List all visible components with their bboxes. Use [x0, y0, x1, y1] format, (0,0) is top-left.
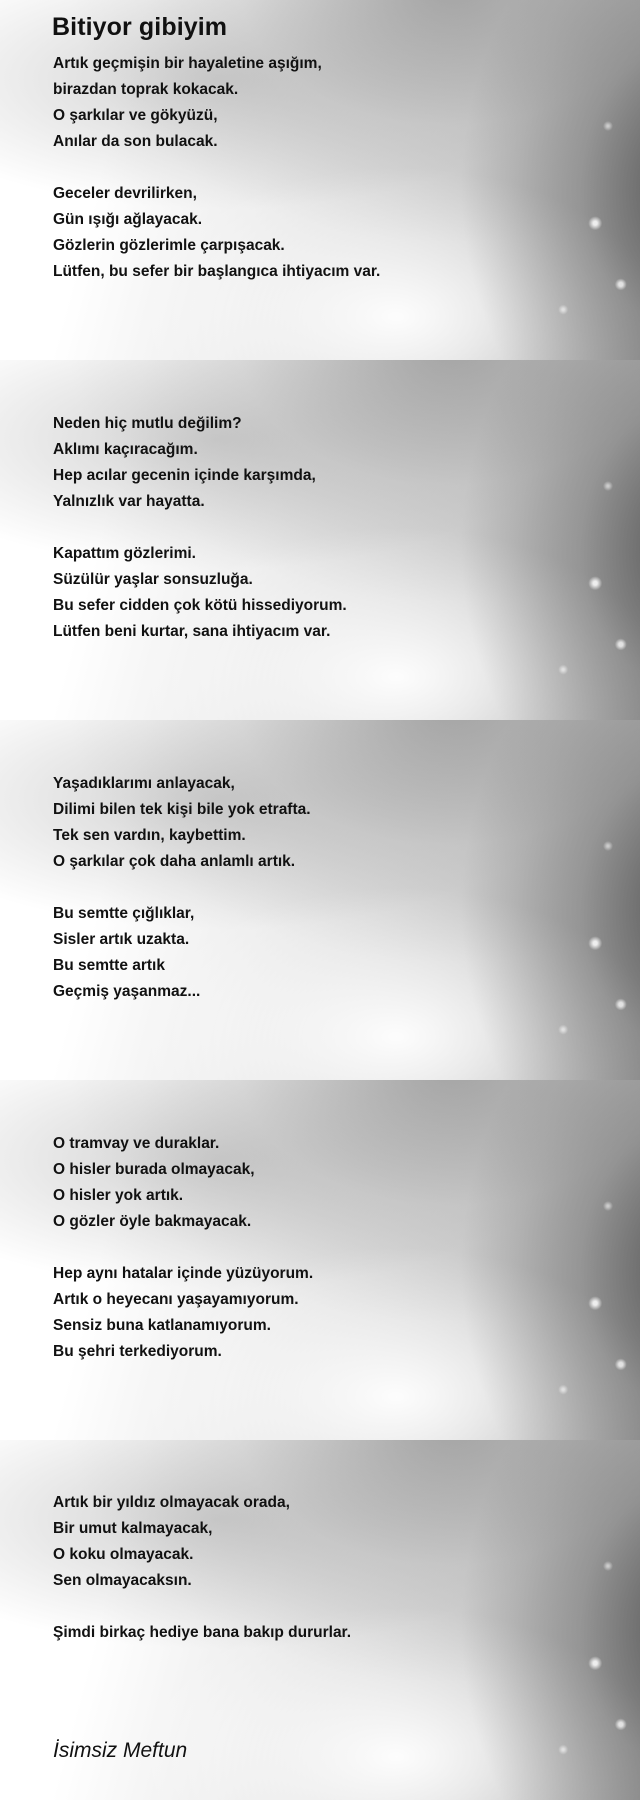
stanza: [53, 51, 573, 155]
verse-line: O hisler burada olmayacak,: [53, 1161, 255, 1178]
verse-line: Süzülür yaşlar sonsuzluğa.: [53, 571, 253, 588]
verse-line: Bu semtte artık: [53, 957, 165, 974]
verse-line: Hep acılar gecenin içinde karşımda,: [53, 467, 316, 484]
verse-line: Gün ışığı ağlayacak.: [53, 211, 203, 228]
verse-line: Artık bir yıldız olmayacak orada,: [53, 1494, 290, 1511]
verse-line: Bu semtte çığlıklar,: [53, 905, 195, 922]
verse-line: O koku olmayacak.: [53, 1546, 194, 1563]
verse-line: Sen olmayacaksın.: [53, 1572, 192, 1589]
verse-line: Artık geçmişin bir hayaletine aşığım,: [53, 55, 322, 72]
verse-line: Sensiz buna katlanamıyorum.: [53, 1317, 271, 1334]
verse-line: Yalnızlık var hayatta.: [53, 493, 205, 510]
verse-line: Gözlerin gözlerimle çarpışacak.: [53, 237, 285, 254]
stanza: [53, 541, 573, 645]
verse-line: Anılar da son bulacak.: [53, 133, 218, 150]
stanza: [53, 771, 573, 875]
verse-line: O tramvay ve duraklar.: [53, 1135, 220, 1152]
verse-line: Lütfen beni kurtar, sana ihtiyacım var.: [53, 623, 331, 640]
stanza: [53, 1131, 573, 1235]
verse-line: Neden hiç mutlu değilim?: [53, 415, 242, 432]
verse-line: Sisler artık uzakta.: [53, 931, 190, 948]
verse-line: Geçmiş yaşanmaz...: [53, 983, 201, 1000]
verse-line: Aklımı kaçıracağım.: [53, 441, 198, 458]
verse-line: Tek sen vardın, kaybettim.: [53, 827, 246, 844]
verse-line: Bu sefer cidden çok kötü hissediyorum.: [53, 597, 347, 614]
verse-line: O şarkılar ve gökyüzü,: [53, 107, 218, 124]
stanza: [53, 411, 573, 515]
verse-line: Yaşadıklarımı anlayacak,: [53, 775, 235, 792]
verse-line: Şimdi birkaç hediye bana bakıp dururlar.: [53, 1624, 352, 1641]
verse-line: Geceler devrilirken,: [53, 185, 197, 202]
verse-line: O gözler öyle bakmayacak.: [53, 1213, 252, 1230]
verse-line: Kapattım gözlerimi.: [53, 545, 196, 562]
poem-title: Bitiyor gibiyim: [52, 13, 228, 41]
verse-line: Artık o heyecanı yaşayamıyorum.: [53, 1291, 299, 1308]
stanza: [53, 1490, 573, 1594]
verse-line: Lütfen, bu sefer bir başlangıca ihtiyacım var.: [53, 263, 381, 280]
stanza: [53, 1261, 573, 1365]
verse-line: Dilimi bilen tek kişi bile yok etrafta.: [53, 801, 311, 818]
verse-line: Bir umut kalmayacak,: [53, 1520, 213, 1537]
verse-line: Bu şehri terkediyorum.: [53, 1343, 222, 1360]
verse-line: O şarkılar çok daha anlamlı artık.: [53, 853, 296, 870]
verse-line: O hisler yok artık.: [53, 1187, 184, 1204]
stanza: [53, 1620, 573, 1646]
verse-line: birazdan toprak kokacak.: [53, 81, 239, 98]
poem-author: İsimsiz Meftun: [53, 1739, 188, 1762]
stanza: [53, 181, 573, 285]
stanza: [53, 901, 573, 1005]
verse-line: Hep aynı hatalar içinde yüzüyorum.: [53, 1265, 314, 1282]
